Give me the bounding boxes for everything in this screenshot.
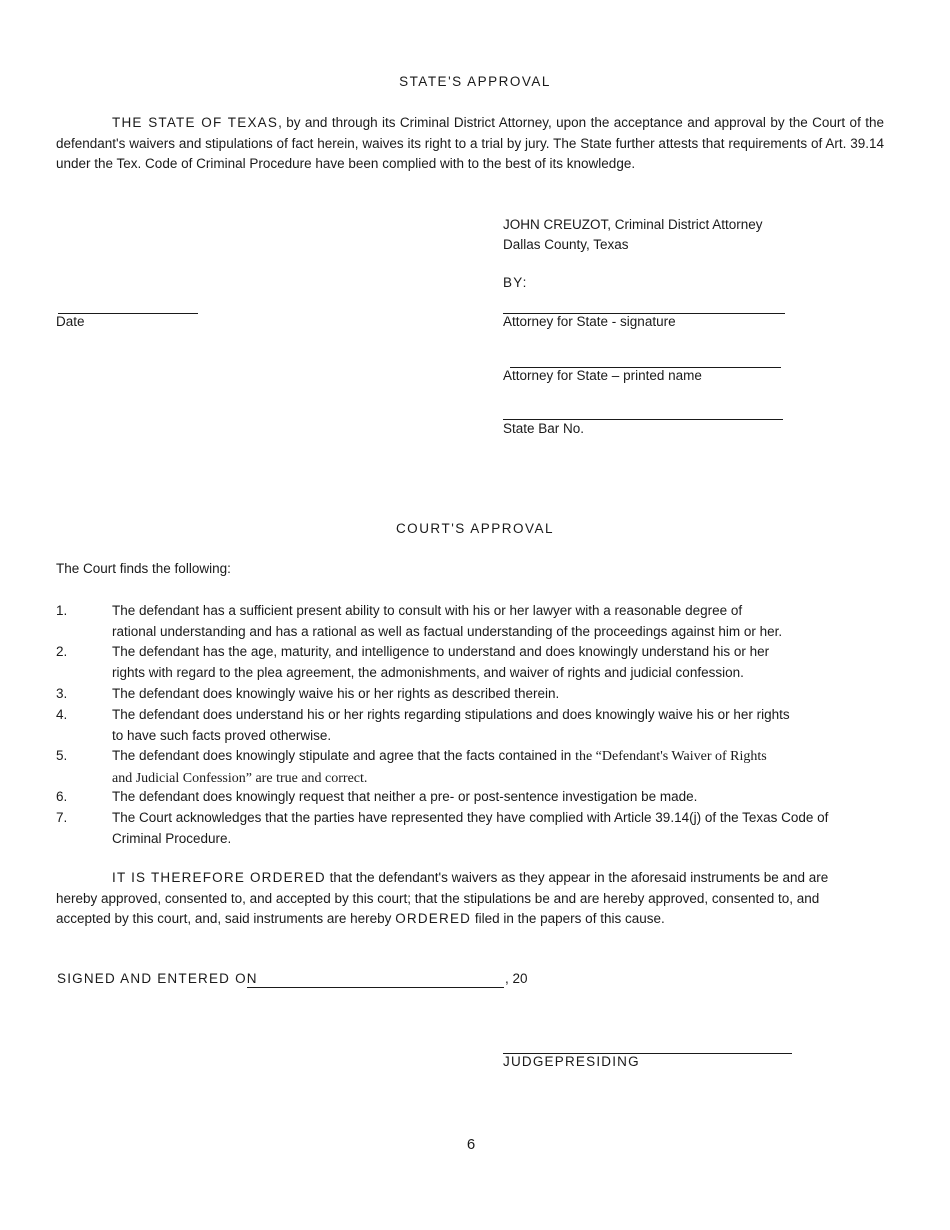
- state-paragraph-body: , by and through its Criminal District Attorney, upon the acceptance and approval by the Court of the defendant's waivers and stipulations of fact herein, waives its right to a trial by jury. The State further attests that requirements of Art. 39.14 under the Tex. Code of Criminal Procedure have been complied with to the best of its knowledge.: [56, 115, 884, 171]
- finding-item-4: [56, 705, 856, 746]
- finding-item-5: [56, 746, 856, 789]
- finding-text: The defendant does knowingly request that neither a pre- or post-sentence investigation be made.: [112, 789, 698, 804]
- page-number: 6: [466, 1136, 476, 1153]
- state-approval-heading: STATE'S APPROVAL: [399, 74, 551, 89]
- finding-text-continued: to have such facts proved otherwise.: [112, 727, 332, 743]
- by-label: BY:: [503, 275, 528, 290]
- finding-number: 7.: [56, 810, 68, 825]
- attorney-signature-label: Attorney for State - signature: [503, 314, 676, 329]
- finding-item-1: [56, 601, 856, 642]
- finding-item-6: [56, 787, 856, 808]
- finding-text: The defendant has a sufficient present ability to consult with his or her lawyer with a reasonable degree of: [112, 603, 743, 618]
- year-suffix: , 20: [505, 971, 528, 986]
- finding-number: 6.: [56, 789, 68, 804]
- finding-text-continued: Criminal Procedure.: [112, 830, 232, 846]
- order-body: that the defendant's waivers as they appear in the aforesaid instruments be and are hereby approved, consented to, and accepted by this court; that the stipulations be and are hereby approved, consented to, and accepted by this court, and, said instruments are hereby: [56, 870, 829, 926]
- signed-date-line: [247, 987, 504, 988]
- finding-text: The defendant does understand his or her rights regarding stipulations and does knowingly waive his or her rights: [112, 707, 790, 722]
- finding-text-continued: rights with regard to the plea agreement, the admonishments, and waiver of rights and judicial confession.: [112, 664, 744, 680]
- finding-number: 3.: [56, 686, 68, 701]
- judge-presiding-label: JUDGEPRESIDING: [503, 1054, 640, 1069]
- finding-number: 5.: [56, 748, 68, 763]
- finding-item-2: [56, 642, 856, 683]
- finding-number: 2.: [56, 644, 68, 659]
- signed-entered-label: SIGNED AND ENTERED ON: [57, 971, 258, 986]
- state-bar-line: [503, 419, 783, 420]
- court-order-paragraph: [56, 868, 846, 930]
- finding-text: The defendant has the age, maturity, and intelligence to understand and does knowingly understand his or her: [112, 644, 770, 659]
- finding-text-serif: the “Defendant's Waiver of Rights: [575, 749, 767, 764]
- county-text: Dallas County, Texas: [503, 237, 629, 252]
- state-of-texas-text: THE STATE OF TEXAS: [112, 115, 279, 130]
- finding-text: The defendant does knowingly waive his or her rights as described therein.: [112, 686, 560, 701]
- court-findings-intro: The Court finds the following:: [56, 561, 231, 576]
- state-bar-label: State Bar No.: [503, 421, 585, 436]
- finding-text: The Court acknowledges that the parties have represented they have complied with Article 39.14(j) of the Texas Code of: [112, 810, 829, 825]
- finding-number: 4.: [56, 707, 68, 722]
- finding-text-continued: rational understanding and has a rational as well as factual understanding of the proceedings against him or her.: [112, 623, 783, 639]
- finding-number: 1.: [56, 603, 68, 618]
- ordered-word: ORDERED: [395, 911, 472, 926]
- attorney-printed-name-label: Attorney for State – printed name: [503, 368, 702, 383]
- finding-item-3: [56, 684, 856, 705]
- date-label: Date: [56, 314, 85, 329]
- state-approval-paragraph: [56, 113, 884, 175]
- finding-item-7: [56, 808, 896, 849]
- therefore-ordered-text: IT IS THEREFORE ORDERED: [112, 870, 326, 885]
- finding-text: The defendant does knowingly stipulate and agree that the facts contained in: [112, 748, 576, 763]
- order-end: filed in the papers of this cause.: [471, 911, 665, 926]
- finding-text-continued: and Judicial Confession” are true and correct.: [112, 770, 368, 786]
- attorney-name: JOHN CREUZOT, Criminal District Attorney: [503, 217, 763, 232]
- court-approval-heading: COURT'S APPROVAL: [395, 521, 555, 536]
